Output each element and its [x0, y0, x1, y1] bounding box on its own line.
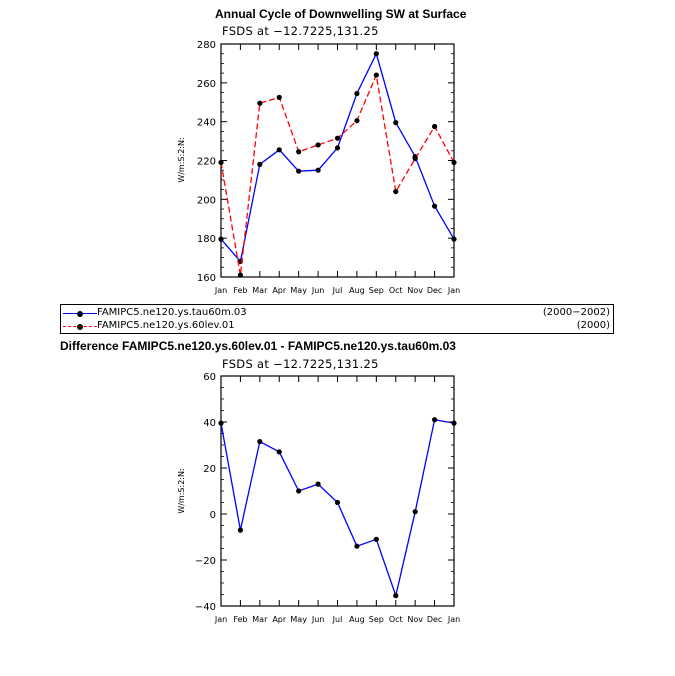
data-point	[218, 421, 223, 426]
x-tick-label: Oct	[388, 286, 403, 295]
y-tick-label: 220	[196, 156, 216, 168]
data-point	[413, 156, 418, 161]
data-point	[315, 482, 320, 487]
legend-swatch-dashed	[63, 326, 97, 327]
y-tick-label: 160	[196, 273, 216, 284]
data-point	[257, 101, 262, 106]
data-point	[374, 51, 379, 56]
data-point	[451, 237, 456, 242]
x-tick-label: Feb	[233, 615, 248, 624]
x-tick-label: Jan	[447, 615, 461, 624]
x-tick-label: Dec	[426, 286, 443, 295]
data-point	[374, 537, 379, 542]
plot-frame	[221, 44, 454, 277]
x-tick-label: Nov	[407, 286, 423, 295]
top-chart-subtitle: FSDS at −12.7225,131.25	[222, 24, 379, 38]
data-point	[296, 488, 301, 493]
data-point	[296, 169, 301, 174]
data-point	[354, 544, 359, 549]
x-tick-label: Feb	[233, 286, 248, 295]
x-tick-label: Mar	[252, 615, 268, 624]
data-point	[393, 120, 398, 125]
data-point	[393, 189, 398, 194]
x-tick-label: Jan	[447, 286, 461, 295]
x-tick-label: Apr	[272, 286, 287, 295]
x-tick-label: Jul	[332, 286, 343, 295]
top-chart-title: Annual Cycle of Downwelling SW at Surface	[215, 7, 467, 21]
x-tick-label: Jan	[214, 615, 228, 624]
y-axis-label: W/m:S:2:N:	[177, 137, 186, 183]
x-tick-label: Aug	[349, 286, 365, 295]
x-tick-label: Nov	[407, 615, 423, 624]
data-point	[432, 124, 437, 129]
x-tick-label: Jun	[311, 615, 325, 624]
data-point	[315, 142, 320, 147]
data-point	[374, 72, 379, 77]
x-tick-label: Jun	[311, 286, 325, 295]
data-point	[335, 500, 340, 505]
data-point	[257, 162, 262, 167]
data-point	[432, 204, 437, 209]
y-tick-label: 40	[203, 418, 216, 429]
y-tick-label: 260	[196, 78, 216, 90]
legend-entry-tau60m	[61, 307, 613, 321]
data-point	[277, 95, 282, 100]
data-point	[354, 91, 359, 96]
data-point	[335, 145, 340, 150]
data-point	[393, 593, 398, 598]
y-tick-label: −40	[194, 602, 216, 613]
x-tick-label: Oct	[388, 615, 403, 624]
data-point	[451, 421, 456, 426]
series-line-0	[221, 420, 454, 596]
x-tick-label: Sep	[368, 615, 384, 624]
x-tick-label: Jul	[332, 615, 343, 624]
data-point	[218, 160, 223, 165]
y-axis-label: W/m:S:2:N:	[177, 468, 186, 514]
data-point	[451, 160, 456, 165]
x-tick-label: Aug	[349, 615, 365, 624]
y-tick-label: 240	[196, 117, 216, 129]
x-tick-label: Mar	[252, 286, 268, 295]
x-tick-label: May	[290, 615, 307, 624]
y-tick-label: −20	[194, 556, 216, 567]
data-point	[335, 136, 340, 141]
legend-label-tau60m: FAMIPC5.ne120.ys.tau60m.03	[97, 307, 247, 318]
data-point	[296, 149, 301, 154]
x-tick-label: Dec	[426, 615, 443, 624]
data-point	[218, 237, 223, 242]
data-point	[354, 118, 359, 123]
data-point	[238, 272, 243, 277]
data-point	[315, 168, 320, 173]
y-tick-label: 60	[203, 372, 216, 383]
x-tick-label: Jan	[214, 286, 228, 295]
data-point	[277, 449, 282, 454]
data-point	[413, 509, 418, 514]
data-point	[277, 147, 282, 152]
legend-swatch-solid	[63, 313, 97, 314]
annual-cycle-chart	[177, 40, 460, 295]
legend-years-60lev: (2000)	[576, 320, 610, 331]
x-tick-label: Sep	[368, 286, 384, 295]
data-point	[432, 417, 437, 422]
difference-chart	[177, 372, 460, 624]
y-tick-label: 180	[196, 234, 216, 246]
data-point	[257, 439, 262, 444]
y-tick-label: 0	[209, 510, 216, 521]
x-tick-label: Apr	[272, 615, 287, 624]
y-tick-label: 20	[203, 464, 216, 475]
series-line-1	[221, 75, 454, 275]
legend	[60, 304, 614, 334]
legend-entry-60lev	[61, 320, 613, 334]
series-line-0	[221, 54, 454, 262]
legend-label-60lev: FAMIPC5.ne120.ys.60lev.01	[97, 320, 235, 331]
bottom-chart-title: Difference FAMIPC5.ne120.ys.60lev.01 - FAMIPC5.ne120.ys.tau60m.03	[60, 339, 456, 353]
x-tick-label: May	[290, 286, 307, 295]
y-tick-label: 200	[196, 195, 216, 207]
data-point	[238, 528, 243, 533]
legend-years-tau60m: (2000−2002)	[542, 307, 610, 318]
y-tick-label: 280	[196, 40, 216, 51]
bottom-chart-subtitle: FSDS at −12.7225,131.25	[222, 357, 379, 371]
